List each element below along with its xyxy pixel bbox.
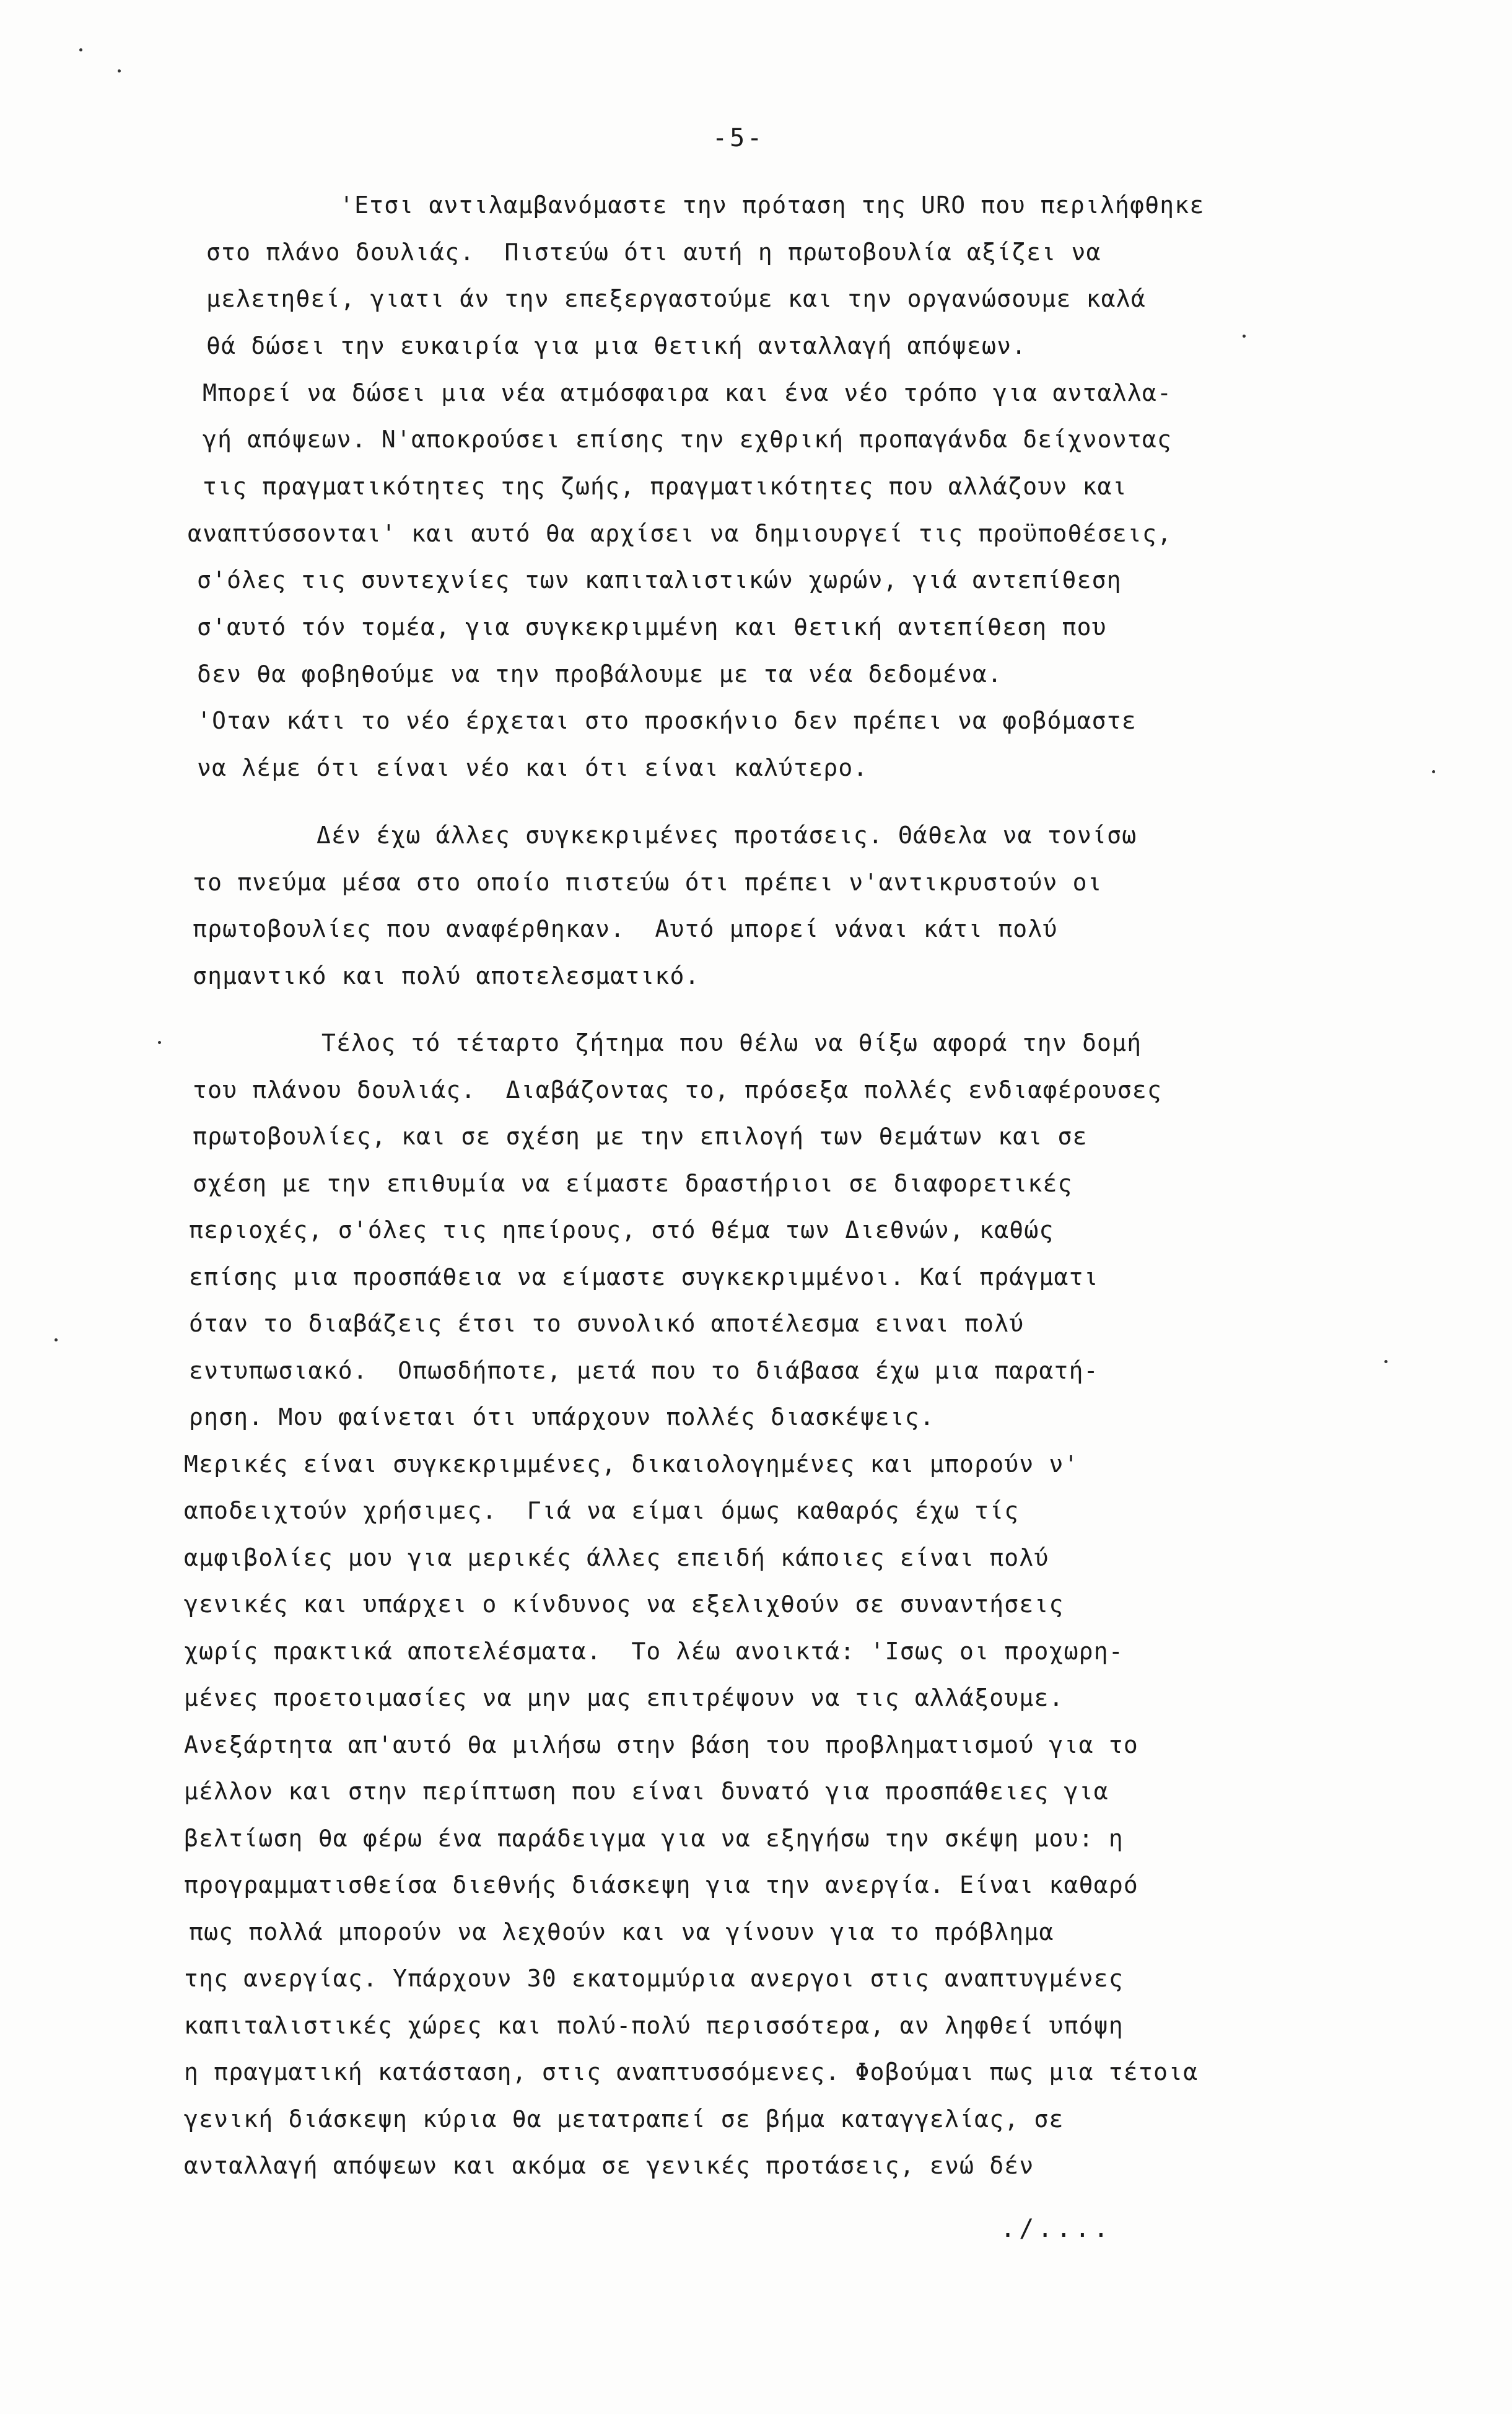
- paragraph-3-line-9: ρηση. Μου φαίνεται ότι υπάρχουν πολλές διασκέψεις.: [189, 1403, 935, 1431]
- paragraph-3-line-20: πως πολλά μπορούν να λεχθούν και να γίνουν για το πρόβλημα: [189, 1918, 1054, 1946]
- paragraph-3-line-5: περιοχές, σ'όλες τις ηπείρους, στό θέμα των Διεθνών, καθώς: [189, 1216, 1054, 1244]
- paragraph-3-line-16: Ανεξάρτητα απ'αυτό θα μιλήσω στην βάση του προβληματισμού για το: [184, 1731, 1138, 1758]
- paragraph-1-line-1: 'Ετσι αντιλαμβανόμαστε την πρόταση της URO που περιλήφθηκε: [339, 191, 1205, 219]
- paragraph-1-line-4: θά δώσει την ευκαιρία για μια θετική ανταλλαγή απόψεων.: [206, 332, 1027, 359]
- paragraph-3-line-24: γενική διάσκεψη κύρια θα μετατραπεί σε βήμα καταγγελίας, σε: [184, 2105, 1064, 2133]
- paragraph-2-line-2: το πνεύμα μέσα στο οποίο πιστεύω ότι πρέπει ν'αντικρυστούν οι: [193, 869, 1103, 896]
- paragraph-3-line-13: γενικές και υπάρχει ο κίνδυνος να εξελιχθούν σε συναντήσεις: [184, 1591, 1064, 1618]
- continuation-mark: ./....: [1000, 2214, 1112, 2243]
- scan-speck: [55, 1338, 58, 1341]
- paragraph-3-line-7: όταν το διαβάζεις έτσι το συνολικό αποτέλεσμα ειναι πολύ: [189, 1310, 1025, 1337]
- paragraph-2-line-3: πρωτοβουλίες που αναφέρθηκαν. Αυτό μπορεί νάναι κάτι πολύ: [193, 915, 1058, 942]
- paragraph-1-line-3: μελετηθεί, γιατι άν την επεξεργαστούμε και την οργανώσουμε καλά: [206, 285, 1146, 312]
- paragraph-3-line-15: μένες προετοιμασίες να μην μας επιτρέψουν να τις αλλάξουμε.: [184, 1684, 1064, 1711]
- paragraph-1-line-5: Μπορεί να δώσει μια νέα ατμόσφαιρα και ένα νέο τρόπο για ανταλλα-: [203, 379, 1173, 406]
- paragraph-2-line-1: Δέν έχω άλλες συγκεκριμένες προτάσεις. Θάθελα να τονίσω: [317, 822, 1137, 849]
- paragraph-3-line-14: χωρίς πρακτικά αποτελέσματα. Το λέω ανοικτά: 'Ισως οι προχωρη-: [184, 1638, 1124, 1665]
- paragraph-1-line-7: τις πραγματικότητες της ζωής, πραγματικότητες που αλλάζουν και: [203, 473, 1127, 500]
- paragraph-3-line-3: πρωτοβουλίες, και σε σχέση με την επιλογή των θεμάτων και σε: [193, 1123, 1088, 1150]
- paragraph-3-line-18: βελτίωση θα φέρω ένα παράδειγμα για να εξηγήσω την σκέψη μου: η: [184, 1825, 1124, 1852]
- paragraph-3-line-22: καπιταλιστικές χώρες και πολύ-πολύ περισσότερα, αν ληφθεί υπόψη: [184, 2012, 1124, 2039]
- paragraph-3-line-8: εντυπωσιακό. Οπωσδήποτε, μετά που το διάβασα έχω μια παρατή-: [189, 1357, 1099, 1384]
- paragraph-1-line-8: αναπτύσσονται' και αυτό θα αρχίσει να δημιουργεί τις προϋποθέσεις,: [188, 520, 1173, 547]
- paragraph-3-line-2: του πλάνου δουλιάς. Διαβάζοντας το, πρόσεξα πολλές ενδιαφέρουσες: [193, 1076, 1163, 1104]
- paragraph-3-line-19: προγραμματισθείσα διεθνής διάσκεψη για την ανεργία. Είναι καθαρό: [184, 1871, 1138, 1898]
- paragraph-1-line-10: σ'αυτό τόν τομέα, για συγκεκριμμένη και θετική αντεπίθεση που: [197, 613, 1107, 641]
- scan-speck: [158, 1041, 161, 1044]
- paragraph-1-line-6: γή απόψεων. Ν'αποκρούσει επίσης την εχθρική προπαγάνδα δείχνοντας: [203, 426, 1173, 453]
- paragraph-3-line-23: η πραγματική κατάσταση, στις αναπτυσσόμενες. Φοβούμαι πως μια τέτοια: [184, 2058, 1199, 2086]
- paragraph-3-line-6: επίσης μια προσπάθεια να είμαστε συγκεκριμμένοι. Καί πράγματι: [189, 1263, 1099, 1291]
- paragraph-1-line-9: σ'όλες τις συντεχνίες των καπιταλιστικών χωρών, γιά αντεπίθεση: [197, 566, 1122, 594]
- paragraph-1-line-2: στο πλάνο δουλιάς. Πιστεύω ότι αυτή η πρωτοβουλία αξίζει να: [206, 239, 1101, 266]
- page-number: -5-: [712, 124, 765, 152]
- paragraph-2-line-4: σημαντικό και πολύ αποτελεσματικό.: [193, 962, 700, 990]
- paragraph-1-line-13: να λέμε ότι είναι νέο και ότι είναι καλύτερο.: [197, 754, 868, 781]
- scan-speck: [1432, 770, 1435, 773]
- paragraph-3-line-1: Τέλος τό τέταρτο ζήτημα που θέλω να θίξω αφορά την δομή: [321, 1029, 1142, 1056]
- paragraph-3-line-12: αμφιβολίες μου για μερικές άλλες επειδή κάποιες είναι πολύ: [184, 1544, 1049, 1571]
- paragraph-3-line-17: μέλλον και στην περίπτωση που είναι δυνατό για προσπάθειες για: [184, 1778, 1109, 1805]
- scan-speck: [118, 69, 121, 72]
- paragraph-1-line-12: 'Οταν κάτι το νέο έρχεται στο προσκήνιο δεν πρέπει να φοβόμαστε: [197, 707, 1137, 734]
- scan-speck: [1243, 335, 1246, 338]
- scan-speck: [79, 48, 82, 51]
- paragraph-3-line-21: της ανεργίας. Υπάρχουν 30 εκατομμύρια ανεργοι στις αναπτυγμένες: [184, 1965, 1124, 1992]
- paragraph-3-line-4: σχέση με την επιθυμία να είμαστε δραστήριοι σε διαφορετικές: [193, 1170, 1073, 1197]
- paragraph-1-line-11: δεν θα φοβηθούμε να την προβάλουμε με τα νέα δεδομένα.: [197, 661, 1003, 688]
- paragraph-3-line-10: Μερικές είναι συγκεκριμμένες, δικαιολογημένες και μπορούν ν': [184, 1451, 1079, 1478]
- paragraph-3-line-11: αποδειχτούν χρήσιμες. Γιά να είμαι όμως καθαρός έχω τίς: [184, 1497, 1020, 1524]
- scan-speck: [1384, 1360, 1387, 1363]
- paragraph-3-line-25: ανταλλαγή απόψεων και ακόμα σε γενικές προτάσεις, ενώ δέν: [184, 2152, 1034, 2179]
